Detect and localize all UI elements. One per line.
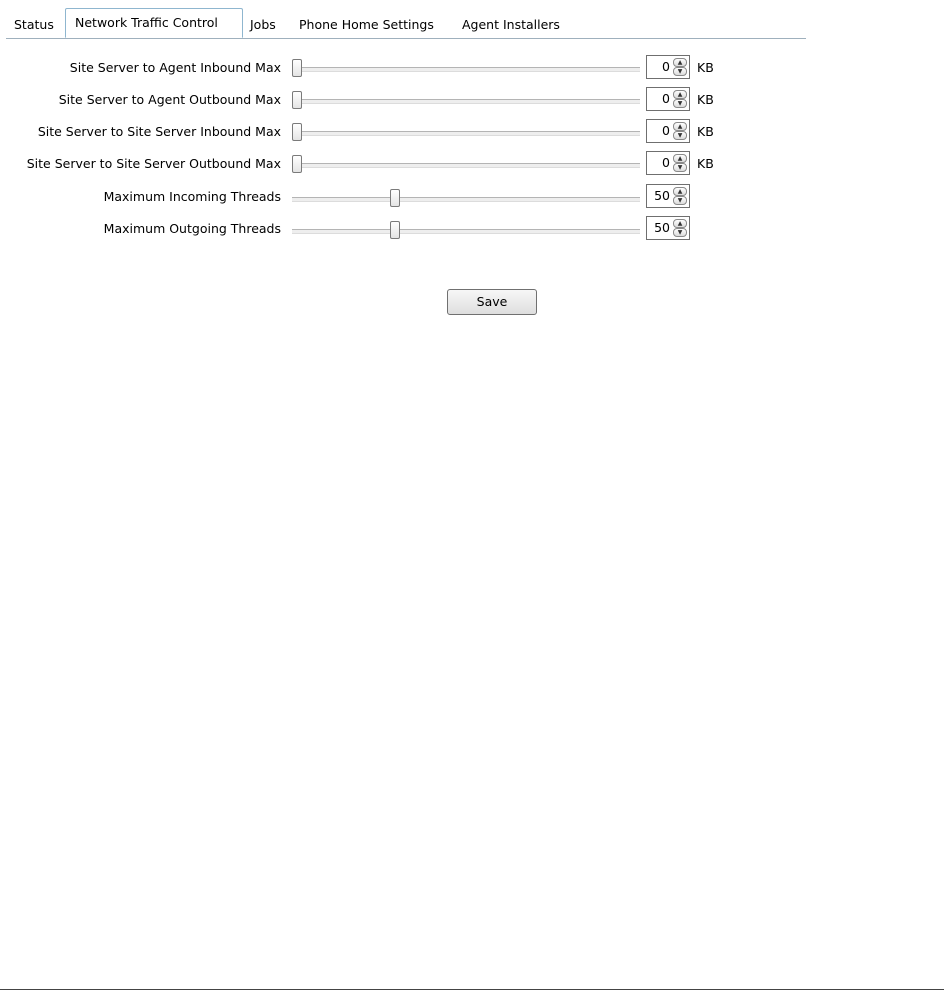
site-server-inbound-max-label: Site Server to Site Server Inbound Max	[37, 124, 281, 139]
slider-thumb[interactable]	[292, 123, 302, 141]
unit-label: KB	[697, 124, 714, 139]
slider-thumb[interactable]	[390, 221, 400, 239]
site-server-outbound-max-slider[interactable]	[292, 155, 640, 173]
agent-outbound-max-stepper[interactable]	[646, 87, 690, 111]
slider-track	[292, 131, 640, 136]
tab-phone-home-settings[interactable]: Phone Home Settings	[299, 17, 434, 32]
slider-track	[292, 99, 640, 104]
unit-label: KB	[697, 60, 714, 75]
max-outgoing-threads-stepper[interactable]	[646, 216, 690, 240]
max-outgoing-threads-label: Maximum Outgoing Threads	[103, 221, 281, 236]
agent-inbound-max-label: Site Server to Agent Inbound Max	[69, 60, 281, 75]
spin-up-icon[interactable]: ▲	[673, 122, 687, 131]
spin-down-icon[interactable]: ▼	[673, 131, 687, 140]
slider-thumb[interactable]	[292, 91, 302, 109]
slider-track	[292, 229, 640, 234]
tab-jobs[interactable]: Jobs	[250, 17, 276, 32]
stepper-value[interactable]: 50	[654, 188, 670, 203]
stepper-value[interactable]: 0	[662, 155, 670, 170]
spin-up-icon[interactable]: ▲	[673, 58, 687, 67]
spin-down-icon[interactable]: ▼	[673, 196, 687, 205]
tab-network-traffic-control[interactable]: Network Traffic Control	[65, 8, 243, 38]
slider-track	[292, 163, 640, 168]
stepper-value[interactable]: 0	[662, 91, 670, 106]
agent-outbound-max-label: Site Server to Agent Outbound Max	[58, 92, 281, 107]
tab-agent-installers[interactable]: Agent Installers	[462, 17, 560, 32]
spin-up-icon[interactable]: ▲	[673, 219, 687, 228]
max-incoming-threads-label: Maximum Incoming Threads	[103, 189, 281, 204]
spin-up-icon[interactable]: ▲	[673, 154, 687, 163]
agent-inbound-max-slider[interactable]	[292, 59, 640, 77]
slider-thumb[interactable]	[292, 155, 302, 173]
agent-outbound-max-slider[interactable]	[292, 91, 640, 109]
stepper-value[interactable]: 0	[662, 123, 670, 138]
slider-thumb[interactable]	[292, 59, 302, 77]
spin-up-icon[interactable]: ▲	[673, 90, 687, 99]
spin-down-icon[interactable]: ▼	[673, 99, 687, 108]
stepper-value[interactable]: 50	[654, 220, 670, 235]
tab-status[interactable]: Status	[14, 17, 54, 32]
unit-label: KB	[697, 92, 714, 107]
max-incoming-threads-stepper[interactable]	[646, 184, 690, 208]
save-button[interactable]: Save	[447, 289, 537, 315]
stepper-value[interactable]: 0	[662, 59, 670, 74]
slider-track	[292, 197, 640, 202]
slider-track	[292, 67, 640, 72]
spin-down-icon[interactable]: ▼	[673, 163, 687, 172]
site-server-inbound-max-stepper[interactable]	[646, 119, 690, 143]
max-incoming-threads-slider[interactable]	[292, 189, 640, 207]
unit-label: KB	[697, 156, 714, 171]
max-outgoing-threads-slider[interactable]	[292, 221, 640, 239]
site-server-inbound-max-slider[interactable]	[292, 123, 640, 141]
site-server-outbound-max-stepper[interactable]	[646, 151, 690, 175]
tab-strip	[6, 7, 806, 39]
slider-thumb[interactable]	[390, 189, 400, 207]
spin-down-icon[interactable]: ▼	[673, 228, 687, 237]
site-server-outbound-max-label: Site Server to Site Server Outbound Max	[26, 156, 281, 171]
agent-inbound-max-stepper[interactable]	[646, 55, 690, 79]
spin-down-icon[interactable]: ▼	[673, 67, 687, 76]
bottom-divider	[0, 989, 944, 990]
spin-up-icon[interactable]: ▲	[673, 187, 687, 196]
